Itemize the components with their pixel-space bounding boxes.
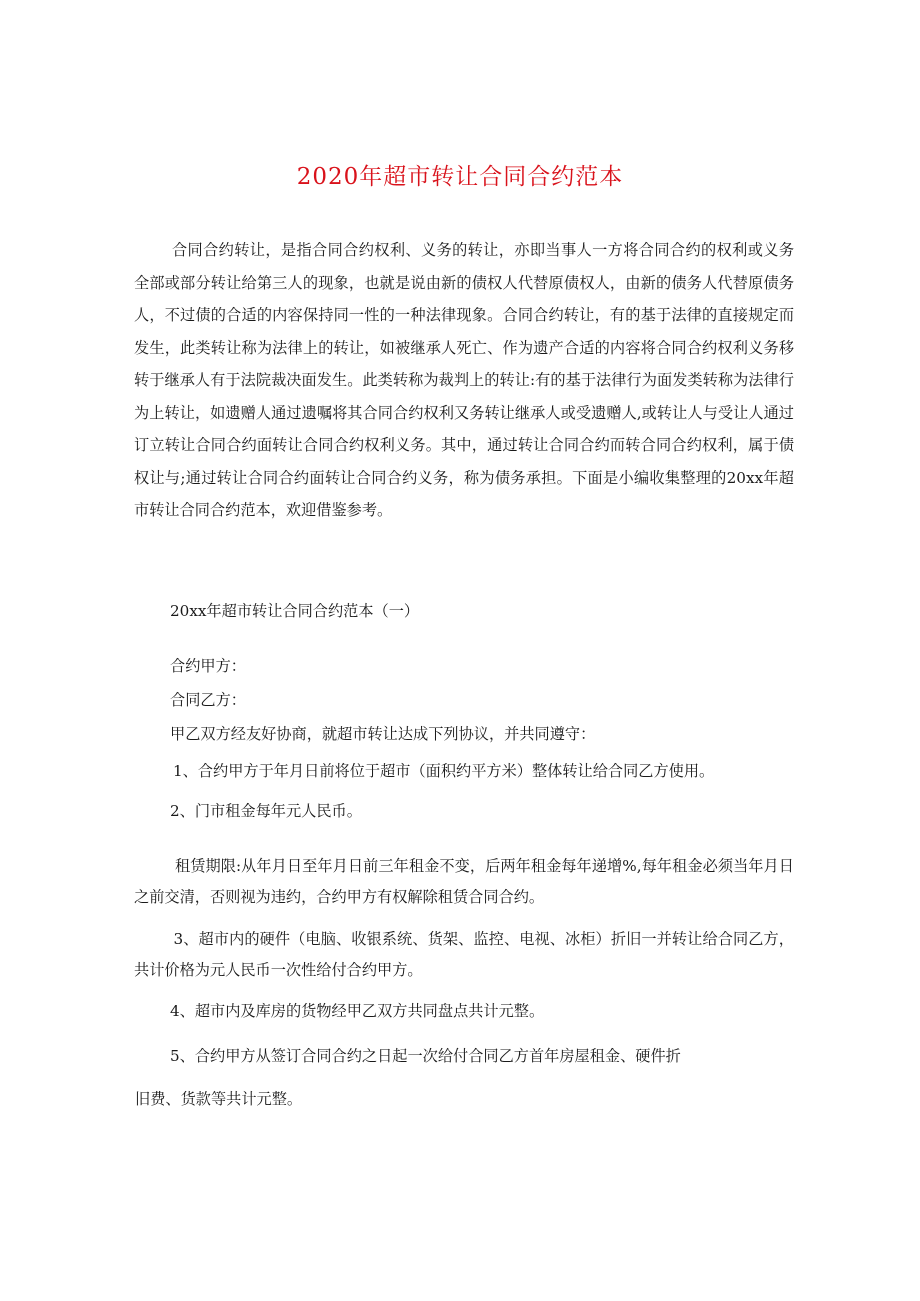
clause-1: 1、合约甲方于年月日前将位于超市（面积约平方米）整体转让给合同乙方使用。: [173, 762, 715, 780]
clause-3: 3、超市内的硬件（电脑、收银系统、货架、监控、电视、冰柜）折旧一并转让给合同乙方，共计价格为元人民币一次性给付合约甲方。: [134, 930, 794, 979]
clause-4: 4、超市内及库房的货物经甲乙双方共同盘点共计元整。: [170, 1002, 545, 1020]
clause-5-line-1: 5、合约甲方从签订合同合约之日起一次给付合同乙方首年房屋租金、硬件折: [170, 1047, 681, 1065]
party-b-label: 合同乙方：: [170, 691, 246, 709]
preamble-text: 甲乙双方经友好协商，就超市转让达成下列协议，并共同遵守：: [170, 725, 596, 743]
lease-term-paragraph: 租赁期限:从年月日至年月日前三年租金不变，后两年租金每年递增%,每年租金必须当年月日之前交清，否则视为违约，合约甲方有权解除租赁合同合约。: [134, 857, 794, 906]
clause-5-line-2: 旧费、货款等共计元整。: [135, 1090, 303, 1108]
section-heading: 20xx年超市转让合同合约范本（一）: [170, 602, 420, 620]
intro-paragraph: 合同合约转让，是指合同合约权利、义务的转让，亦即当事人一方将合同合约的权利或义务全部或部分转让给第三人的现象，也就是说由新的债权人代替原债权人，由新的债务人代替原债务人，不过债的合适的内容保持同一性的一种法律现象。合同合约转让，有的基于法律的直接规定而发生，此类转让称为法律上的转让，如被继承人死亡、作为遗产合适的内容将合同合约权利义务移转于继承人有于法院裁决面发生。此类转称为裁判上的转让:有的基于法律行为面发类转称为法律行为上转让，如遗赠人通过遗嘱将其合同合约权利又务转让继承人或受遗赠人,或转让人与受让人通过订立转让合同合约面转让合同合约权利义务。其中，通过转让合同合约而转合同合约权利，属于债权让与;通过转让合同合约面转让合同合约义务，称为债务承担。下面是小编收集整理的20xx年超市转让合同合约范本，欢迎借鉴参考。: [134, 241, 794, 519]
party-a-label: 合约甲方：: [170, 657, 246, 675]
document-title: 2020年超市转让合同合约范本: [296, 164, 624, 190]
clause-2: 2、门市租金每年元人民币。: [170, 802, 362, 820]
